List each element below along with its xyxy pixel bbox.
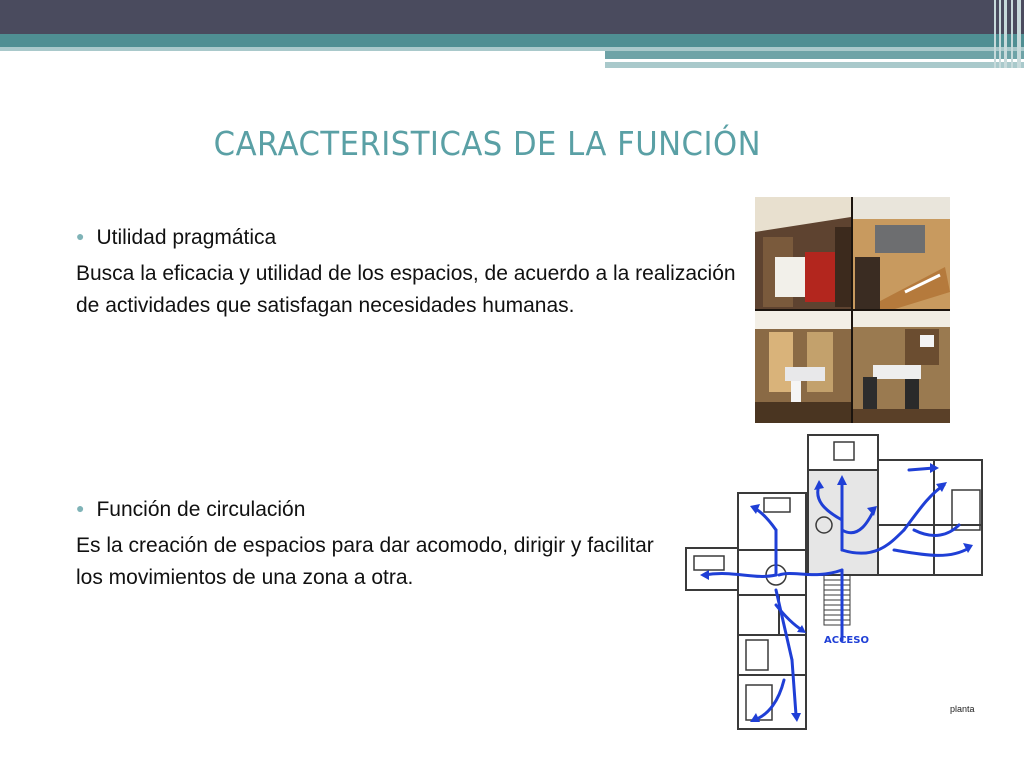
bullet-dot-icon: ●: [76, 500, 85, 516]
bullet-funcion-circulacion: [76, 498, 305, 522]
header-vertical-lines: [990, 0, 1024, 68]
paragraph-utilidad: Busca la eficacia y utilidad de los espacios, de acuerdo a la realización de actividades que satisfagan necesidades humanas.: [76, 262, 736, 317]
paragraph-circulacion: Es la creación de espacios para dar acomodo, dirigir y facilitar los movimientos de una zona a otra.: [76, 534, 654, 589]
plan-caption: planta: [950, 704, 975, 714]
header-step-band: [605, 51, 1024, 59]
header-dark-bar: [0, 0, 1024, 34]
bullet-dot-icon: ●: [76, 228, 85, 244]
bullet-label: Utilidad pragmática: [96, 226, 277, 249]
access-label: ACCESO: [824, 635, 869, 646]
floor-plan-drawing: [684, 430, 984, 732]
header-step-band-lower: [605, 62, 1024, 68]
interior-photos-image: [755, 197, 950, 423]
slide-title: CARACTERISTICAS DE LA FUNCIÓN: [213, 124, 762, 163]
header-teal-band: [0, 34, 1024, 47]
bullet-label: Función de circulación: [96, 498, 306, 521]
interior-photos-collage: [755, 197, 950, 423]
floor-plan-svg: [684, 430, 984, 732]
bullet-utilidad-pragmatica: [76, 226, 276, 250]
